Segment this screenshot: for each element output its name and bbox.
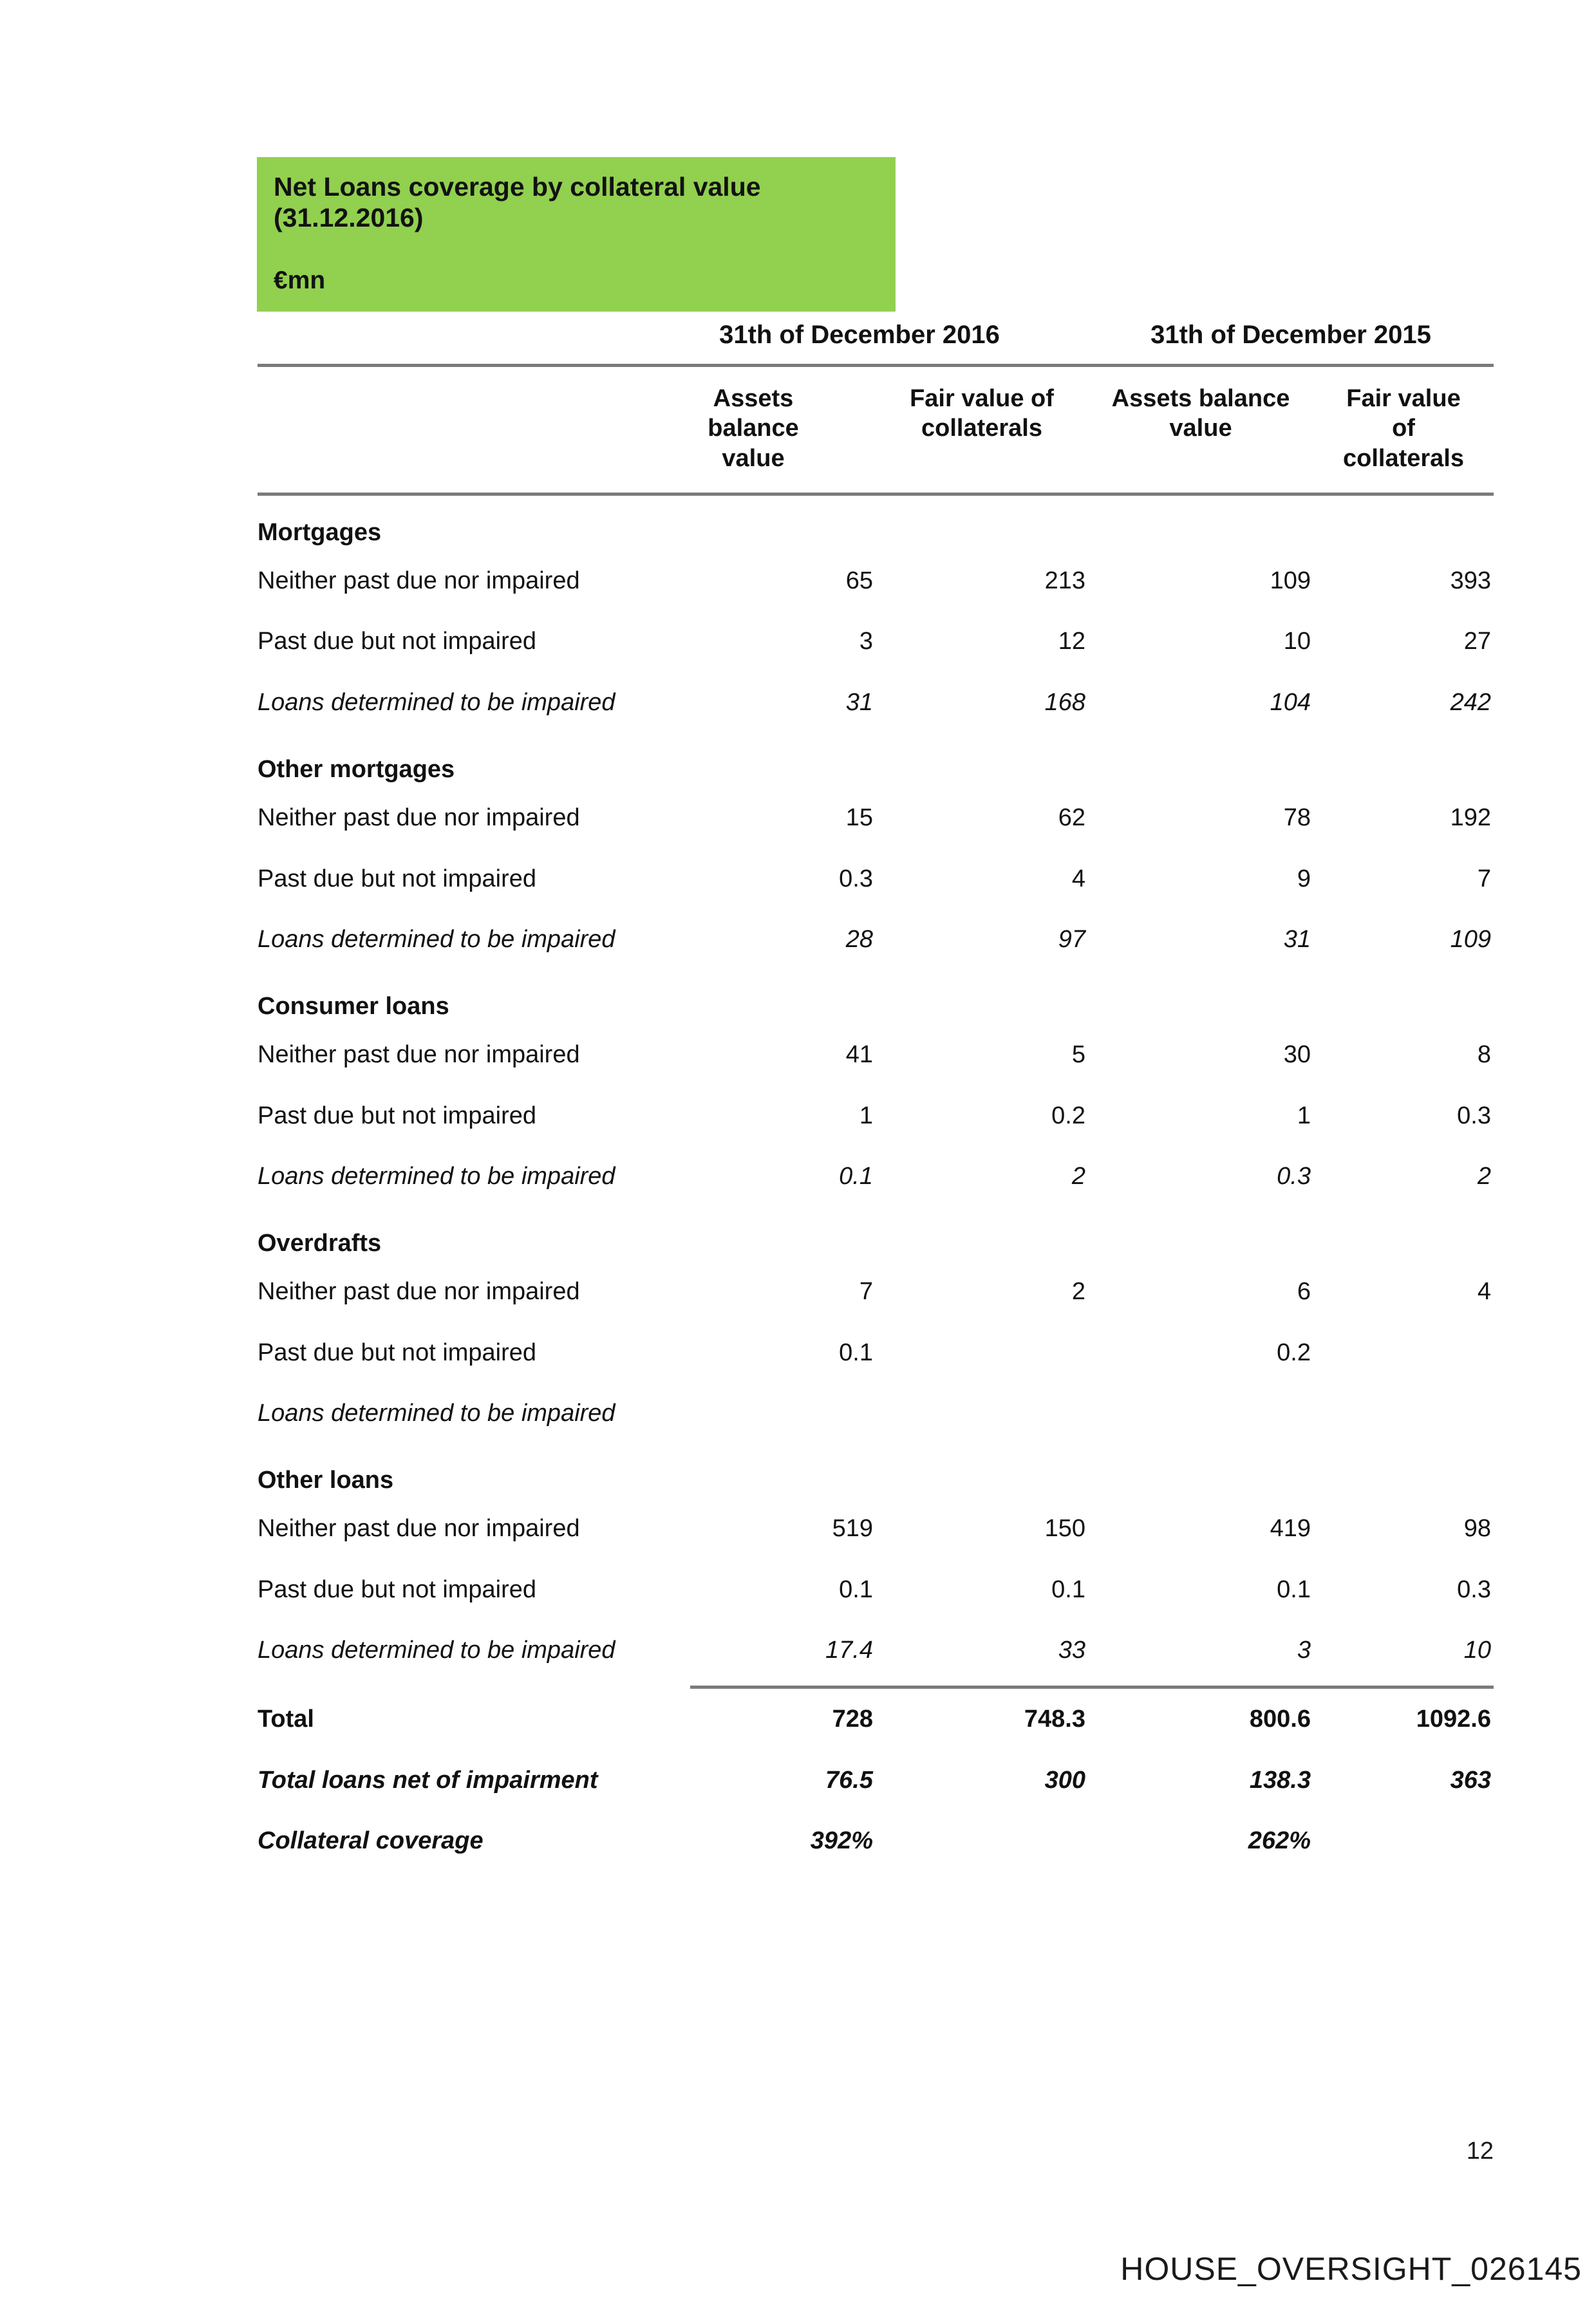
cell-value: 4 xyxy=(1071,865,1085,892)
table-row xyxy=(258,1620,1494,1680)
section-label: Mortgages xyxy=(258,519,382,547)
cell-value: 0.1 xyxy=(839,1575,873,1603)
table-row xyxy=(258,1689,1494,1749)
table-body xyxy=(258,496,1494,1871)
cell-value: 0.3 xyxy=(1457,1102,1491,1129)
cell-value xyxy=(876,1398,1088,1428)
cell-value: 4 xyxy=(1477,1278,1491,1306)
cell-value: 0.3 xyxy=(1277,1162,1311,1190)
row-label: Loans determined to be impaired xyxy=(258,1637,615,1664)
section-header-row xyxy=(258,733,1494,787)
cell-value: 519 xyxy=(832,1515,873,1543)
row-label: Loans determined to be impaired xyxy=(258,688,615,716)
cell-value: 0.1 xyxy=(1051,1575,1085,1603)
cell-value: 15 xyxy=(845,804,873,832)
period-header-row xyxy=(258,321,1494,364)
table-row xyxy=(258,1383,1494,1443)
cell-value: 33 xyxy=(1058,1637,1085,1664)
column-header-fair-value-2015 xyxy=(1313,384,1494,473)
cell-value: 3 xyxy=(859,628,873,655)
cell-value: 0.3 xyxy=(839,865,873,892)
section-label: Consumer loans xyxy=(258,993,449,1020)
cell-value: 138.3 xyxy=(1249,1766,1311,1794)
table-row xyxy=(258,672,1494,733)
row-label: Total xyxy=(258,1706,314,1733)
cell-value xyxy=(1088,1398,1313,1428)
loans-coverage-table xyxy=(258,321,1494,1872)
cell-value: 800.6 xyxy=(1249,1706,1311,1733)
cell-value: 104 xyxy=(1270,688,1311,716)
row-label: Past due but not impaired xyxy=(258,628,537,655)
table-row xyxy=(258,611,1494,672)
cell-value xyxy=(631,1398,876,1428)
cell-value: 17.4 xyxy=(825,1637,873,1664)
cell-value: 262% xyxy=(1248,1827,1311,1855)
cell-value: 7 xyxy=(1477,865,1491,892)
cell-value: 109 xyxy=(1450,925,1491,953)
row-label: Neither past due nor impaired xyxy=(258,567,580,595)
cell-value: 12 xyxy=(1058,628,1085,655)
row-label: Neither past due nor impaired xyxy=(258,1515,580,1543)
cell-value: 9 xyxy=(1297,865,1311,892)
row-label: Loans determined to be impaired xyxy=(258,1162,615,1190)
section-header-row xyxy=(258,1443,1494,1498)
cell-value: 76.5 xyxy=(825,1766,873,1794)
cell-value: 150 xyxy=(1044,1515,1085,1543)
cell-value: 0.2 xyxy=(1277,1339,1311,1366)
row-label: Past due but not impaired xyxy=(258,1339,537,1366)
column-header-row xyxy=(258,367,1494,493)
table-row xyxy=(258,1559,1494,1620)
section-label: Other loans xyxy=(258,1467,394,1494)
currency-unit-label: €mn xyxy=(274,267,326,294)
section-header-row xyxy=(258,1207,1494,1261)
column-header-fair-value-2016 xyxy=(876,384,1088,473)
row-label: Past due but not impaired xyxy=(258,1102,537,1129)
cell-value xyxy=(1313,1338,1494,1368)
row-label: Collateral coverage xyxy=(258,1827,483,1855)
cell-value: 192 xyxy=(1450,804,1491,832)
table-row xyxy=(258,1086,1494,1146)
cell-value: 1 xyxy=(1297,1102,1311,1129)
period-header-2015: 31th of December 2015 xyxy=(1150,321,1431,349)
cell-value: 393 xyxy=(1450,567,1491,595)
cell-value: 27 xyxy=(1463,628,1491,655)
page-number: 12 xyxy=(1466,2138,1494,2165)
row-label: Neither past due nor impaired xyxy=(258,1278,580,1306)
cell-value: 10 xyxy=(1463,1637,1491,1664)
section-header-row xyxy=(258,496,1494,550)
cell-value: 30 xyxy=(1283,1041,1311,1069)
cell-value: 10 xyxy=(1283,628,1311,655)
section-header-row xyxy=(258,970,1494,1024)
column-header-label: Assets balance value xyxy=(1111,385,1290,442)
cell-value: 748.3 xyxy=(1024,1706,1085,1733)
table-row xyxy=(258,1810,1494,1871)
cell-value: 728 xyxy=(832,1706,873,1733)
cell-value: 168 xyxy=(1044,688,1085,716)
cell-value: 1 xyxy=(859,1102,873,1129)
row-label: Neither past due nor impaired xyxy=(258,804,580,832)
cell-value: 41 xyxy=(845,1041,873,1069)
table-row xyxy=(258,1146,1494,1207)
column-header-label: Fair value of collaterals xyxy=(910,385,1054,442)
table-row xyxy=(258,550,1494,611)
column-header-label: Assets balance value xyxy=(708,385,799,472)
table-row xyxy=(258,1024,1494,1085)
cell-value: 2 xyxy=(1071,1278,1085,1306)
cell-value: 31 xyxy=(845,688,873,716)
row-label: Past due but not impaired xyxy=(258,1575,537,1603)
report-title: Net Loans coverage by collateral value (31.12.2016) xyxy=(274,172,761,233)
cell-value: 1092.6 xyxy=(1416,1706,1491,1733)
cell-value: 392% xyxy=(810,1827,873,1855)
table-row xyxy=(258,909,1494,970)
row-label: Total loans net of impairment xyxy=(258,1766,598,1794)
cell-value xyxy=(1313,1398,1494,1428)
section-label: Overdrafts xyxy=(258,1230,382,1257)
cell-value: 3 xyxy=(1297,1637,1311,1664)
cell-value xyxy=(876,1338,1088,1368)
table-row xyxy=(258,787,1494,848)
table-row xyxy=(258,1261,1494,1322)
cell-value: 213 xyxy=(1044,567,1085,595)
cell-value: 7 xyxy=(859,1278,873,1306)
row-label: Loans determined to be impaired xyxy=(258,1400,615,1427)
cell-value xyxy=(876,1826,1088,1856)
title-box xyxy=(257,157,896,312)
bates-stamp: HOUSE_OVERSIGHT_026145 xyxy=(1120,2251,1582,2287)
cell-value: 28 xyxy=(845,925,873,953)
table-row xyxy=(258,1750,1494,1810)
cell-value: 6 xyxy=(1297,1278,1311,1306)
cell-value: 363 xyxy=(1450,1766,1491,1794)
cell-value: 242 xyxy=(1450,688,1491,716)
section-label: Other mortgages xyxy=(258,756,455,784)
row-label: Loans determined to be impaired xyxy=(258,925,615,953)
cell-value: 78 xyxy=(1283,804,1311,832)
cell-value: 0.2 xyxy=(1051,1102,1085,1129)
cell-value: 65 xyxy=(845,567,873,595)
cell-value: 5 xyxy=(1071,1041,1085,1069)
cell-value: 419 xyxy=(1270,1515,1311,1543)
cell-value xyxy=(1313,1826,1494,1856)
table-row xyxy=(258,1322,1494,1383)
row-label: Neither past due nor impaired xyxy=(258,1041,580,1069)
cell-value: 98 xyxy=(1463,1515,1491,1543)
cell-value: 97 xyxy=(1058,925,1085,953)
cell-value: 8 xyxy=(1477,1041,1491,1069)
cell-value: 300 xyxy=(1044,1766,1085,1794)
table-row xyxy=(258,1498,1494,1559)
cell-value: 0.1 xyxy=(1277,1575,1311,1603)
cell-value: 0.1 xyxy=(839,1339,873,1366)
cell-value: 109 xyxy=(1270,567,1311,595)
cell-value: 2 xyxy=(1477,1162,1491,1190)
cell-value: 31 xyxy=(1283,925,1311,953)
row-label: Past due but not impaired xyxy=(258,865,537,892)
column-header-spacer xyxy=(258,384,631,473)
cell-value: 2 xyxy=(1071,1162,1085,1190)
column-header-assets-2016 xyxy=(631,384,876,473)
table-row xyxy=(258,849,1494,909)
cell-value: 0.1 xyxy=(839,1162,873,1190)
period-header-2016: 31th of December 2016 xyxy=(719,321,1000,349)
column-header-label: Fair value of collaterals xyxy=(1343,385,1464,472)
cell-value: 0.3 xyxy=(1457,1575,1491,1603)
column-header-assets-2015 xyxy=(1088,384,1313,473)
cell-value: 62 xyxy=(1058,804,1085,832)
